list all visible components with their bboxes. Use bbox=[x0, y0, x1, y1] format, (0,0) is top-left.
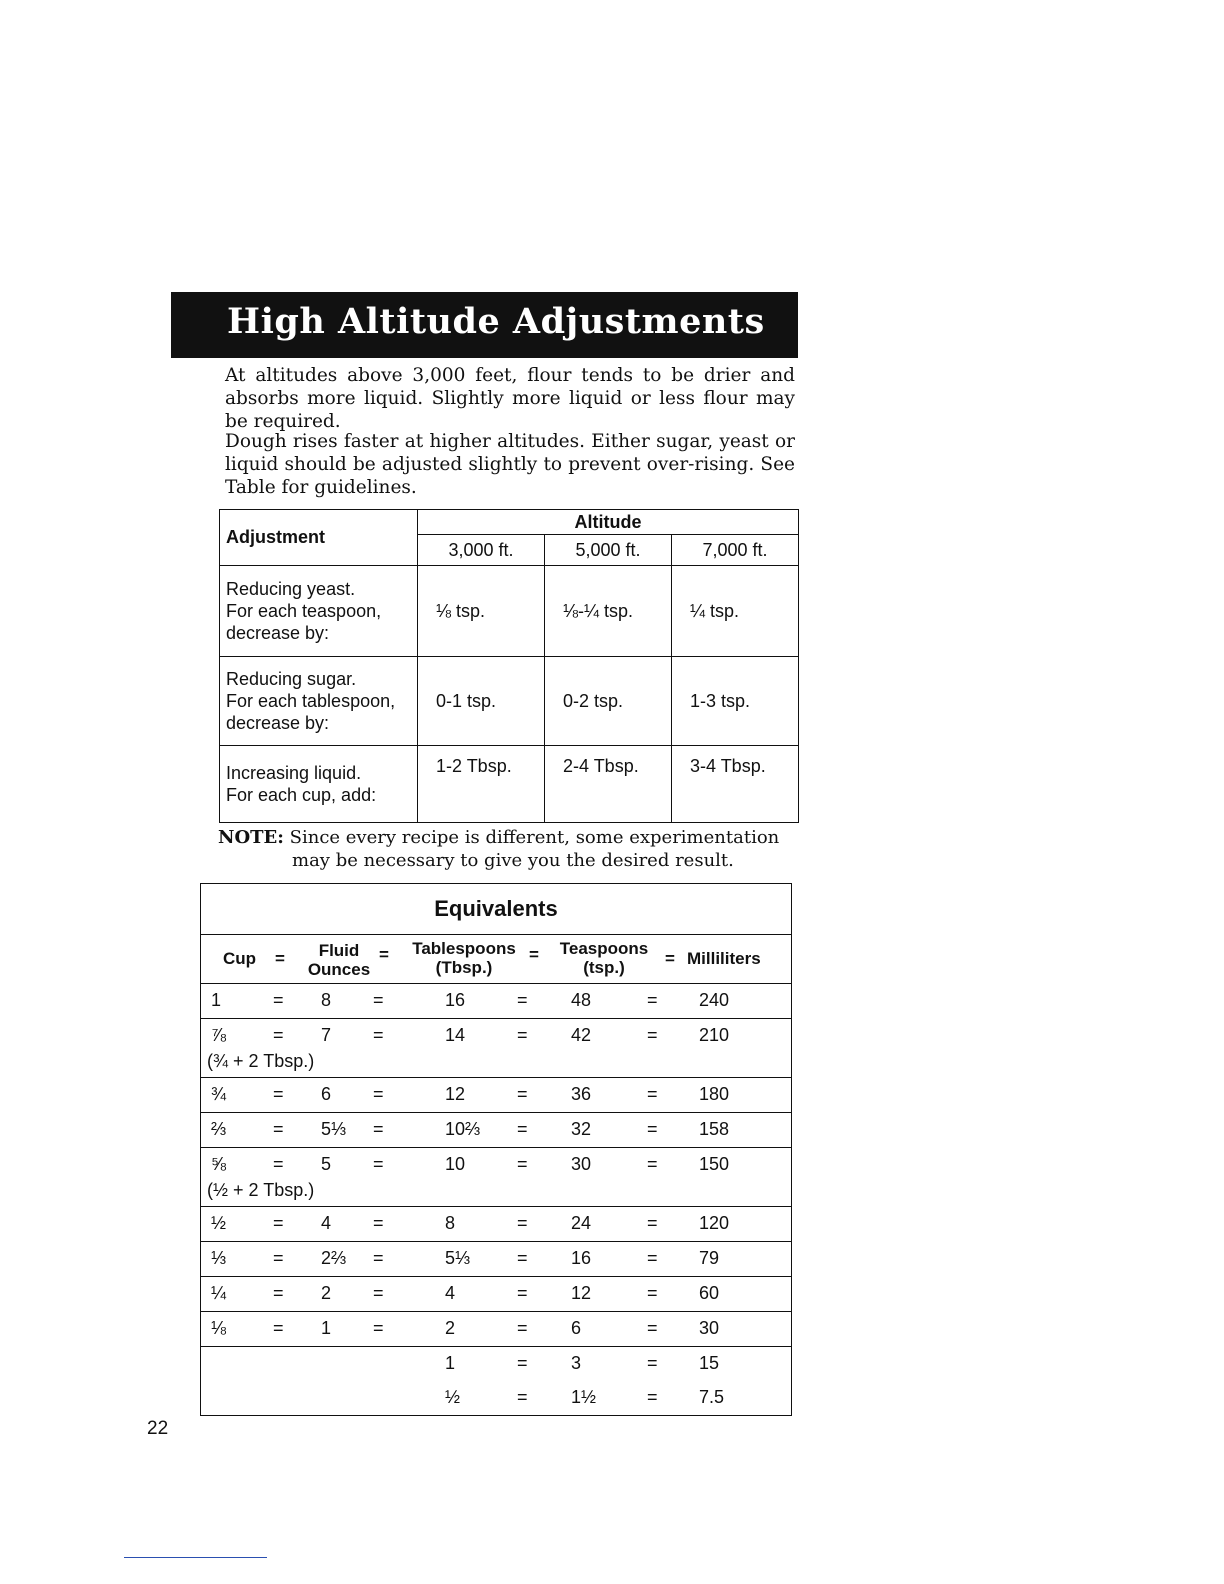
header-equals: = bbox=[275, 949, 285, 968]
table-cell: ¼ tsp. bbox=[672, 566, 799, 657]
table-row bbox=[220, 566, 799, 657]
cell-tbsp: 2 bbox=[445, 1318, 456, 1338]
cell-tbsp: 8 bbox=[445, 1213, 456, 1233]
header-altitude-7000: 7,000 ft. bbox=[672, 535, 799, 566]
cell-tbsp: ½ bbox=[445, 1387, 461, 1407]
table-row bbox=[201, 1019, 791, 1078]
table-cell: 1-2 Tbsp. bbox=[418, 746, 545, 823]
header-equals: = bbox=[665, 949, 675, 968]
cell-tbsp: 4 bbox=[445, 1283, 456, 1303]
equals-sign: = bbox=[517, 1084, 528, 1104]
equals-sign: = bbox=[517, 990, 528, 1010]
cell-ml: 210 bbox=[699, 1025, 730, 1045]
cell-cup: ¾ bbox=[211, 1084, 227, 1104]
header-tablespoons bbox=[399, 939, 529, 977]
cell-ml: 60 bbox=[699, 1283, 720, 1303]
table-cell: 2-4 Tbsp. bbox=[545, 746, 672, 823]
cell-ml: 180 bbox=[699, 1084, 730, 1104]
equals-sign: = bbox=[273, 1084, 284, 1104]
cell-cup: ⅝ bbox=[211, 1154, 227, 1174]
cell-ml: 15 bbox=[699, 1353, 720, 1373]
equals-sign: = bbox=[373, 1119, 384, 1139]
cell-cup: ⅓ bbox=[211, 1248, 227, 1268]
header-teaspoons-line: Teaspoons bbox=[559, 939, 649, 958]
row-label-line: decrease by: bbox=[226, 713, 330, 733]
cell-tsp: 6 bbox=[571, 1318, 582, 1338]
cell-oz: 4 bbox=[321, 1213, 332, 1233]
cell-oz: 5⅓ bbox=[321, 1119, 347, 1139]
header-altitude-5000: 5,000 ft. bbox=[545, 535, 672, 566]
table-row bbox=[201, 984, 791, 1019]
cell-cup: 1 bbox=[211, 990, 222, 1010]
table-cell: ⅛ tsp. bbox=[418, 566, 545, 657]
equals-sign: = bbox=[647, 1318, 658, 1338]
cell-ml: 150 bbox=[699, 1154, 730, 1174]
equals-sign: = bbox=[647, 990, 658, 1010]
table-row bbox=[201, 1242, 791, 1277]
table-row bbox=[201, 1312, 791, 1347]
cell-ml: 158 bbox=[699, 1119, 730, 1139]
cell-tsp: 1½ bbox=[571, 1387, 597, 1407]
header-equals: = bbox=[379, 945, 389, 964]
cell-tbsp: 10⅔ bbox=[445, 1119, 481, 1139]
row-label-sugar bbox=[220, 657, 418, 746]
table-row bbox=[201, 1078, 791, 1113]
header-tbsp-line: (Tbsp.) bbox=[435, 958, 493, 977]
cell-tsp: 3 bbox=[571, 1353, 582, 1373]
note-label: NOTE: bbox=[218, 827, 284, 848]
equals-sign: = bbox=[517, 1248, 528, 1268]
row-label-line: For each tablespoon, bbox=[226, 691, 396, 711]
equivalents-header bbox=[201, 935, 791, 984]
equals-sign: = bbox=[647, 1353, 658, 1373]
equals-sign: = bbox=[517, 1283, 528, 1303]
table-cell: 3-4 Tbsp. bbox=[672, 746, 799, 823]
cell-cup: ½ bbox=[211, 1213, 227, 1233]
equivalents-table bbox=[200, 883, 792, 1416]
cell-oz: 8 bbox=[321, 990, 332, 1010]
cell-tsp: 16 bbox=[571, 1248, 592, 1268]
header-teaspoons bbox=[549, 939, 659, 977]
header-equals: = bbox=[529, 945, 539, 964]
equals-sign: = bbox=[647, 1154, 658, 1174]
header-adjustment: Adjustment bbox=[220, 510, 418, 566]
equals-sign: = bbox=[647, 1248, 658, 1268]
note-line-2: may be necessary to give you the desired result. bbox=[292, 850, 734, 871]
cell-oz: 5 bbox=[321, 1154, 332, 1174]
cell-ml: 7.5 bbox=[699, 1387, 725, 1407]
equals-sign: = bbox=[273, 1248, 284, 1268]
equals-sign: = bbox=[373, 1154, 384, 1174]
page-title: High Altitude Adjustments bbox=[227, 301, 765, 342]
equals-sign: = bbox=[373, 990, 384, 1010]
intro-paragraph-1: At altitudes above 3,000 feet, flour tends to be drier and absorbs more liquid. Slightly more liquid or less flour may be required. bbox=[225, 365, 795, 432]
row-label-line: Reducing sugar. bbox=[226, 669, 357, 689]
equals-sign: = bbox=[647, 1119, 658, 1139]
equals-sign: = bbox=[517, 1154, 528, 1174]
equals-sign: = bbox=[517, 1119, 528, 1139]
table-row bbox=[201, 1148, 791, 1207]
cell-oz: 2 bbox=[321, 1283, 332, 1303]
table-row bbox=[201, 1277, 791, 1312]
equals-sign: = bbox=[373, 1084, 384, 1104]
row-label-line: Increasing liquid. bbox=[226, 763, 362, 783]
cell-tsp: 30 bbox=[571, 1154, 592, 1174]
cell-oz: 7 bbox=[321, 1025, 332, 1045]
equals-sign: = bbox=[517, 1387, 528, 1407]
row-label-liquid bbox=[220, 746, 418, 823]
equals-sign: = bbox=[273, 1154, 284, 1174]
equals-sign: = bbox=[373, 1025, 384, 1045]
cell-substitution: (½ + 2 Tbsp.) bbox=[207, 1180, 315, 1200]
cell-cup: ⅞ bbox=[211, 1025, 227, 1045]
table-row bbox=[201, 1113, 791, 1148]
cell-tsp: 12 bbox=[571, 1283, 592, 1303]
header-fluid-line: Fluid bbox=[318, 941, 360, 960]
equals-sign: = bbox=[647, 1025, 658, 1045]
cell-tsp: 42 bbox=[571, 1025, 592, 1045]
equals-sign: = bbox=[517, 1353, 528, 1373]
cell-ml: 120 bbox=[699, 1213, 730, 1233]
equals-sign: = bbox=[647, 1283, 658, 1303]
cell-tsp: 24 bbox=[571, 1213, 592, 1233]
row-label-line: For each teaspoon, bbox=[226, 601, 382, 621]
equals-sign: = bbox=[373, 1248, 384, 1268]
header-cup: Cup bbox=[223, 949, 257, 968]
table-cell: 0-2 tsp. bbox=[545, 657, 672, 746]
equals-sign: = bbox=[273, 1119, 284, 1139]
equals-sign: = bbox=[373, 1283, 384, 1303]
row-label-line: decrease by: bbox=[226, 623, 330, 643]
equals-sign: = bbox=[273, 1025, 284, 1045]
cell-tbsp: 10 bbox=[445, 1154, 466, 1174]
header-ounces-line: Ounces bbox=[307, 960, 371, 979]
cell-cup: ¼ bbox=[211, 1283, 227, 1303]
cell-tsp: 32 bbox=[571, 1119, 592, 1139]
cell-cup: ⅛ bbox=[211, 1318, 227, 1338]
equals-sign: = bbox=[647, 1213, 658, 1233]
table-cell: 1-3 tsp. bbox=[672, 657, 799, 746]
cell-tbsp: 16 bbox=[445, 990, 466, 1010]
cell-tsp: 36 bbox=[571, 1084, 592, 1104]
cell-tbsp: 12 bbox=[445, 1084, 466, 1104]
header-tsp-line: (tsp.) bbox=[583, 958, 625, 977]
header-altitude-3000: 3,000 ft. bbox=[418, 535, 545, 566]
cell-oz: 1 bbox=[321, 1318, 332, 1338]
cell-tbsp: 14 bbox=[445, 1025, 466, 1045]
table-cell: 0-1 tsp. bbox=[418, 657, 545, 746]
cell-substitution: (¾ + 2 Tbsp.) bbox=[207, 1051, 315, 1071]
cell-ml: 30 bbox=[699, 1318, 720, 1338]
table-cell: ⅛-¼ tsp. bbox=[545, 566, 672, 657]
table-row bbox=[201, 1347, 791, 1415]
note bbox=[218, 826, 792, 872]
equals-sign: = bbox=[647, 1387, 658, 1407]
equivalents-title: Equivalents bbox=[201, 884, 791, 935]
cell-ml: 79 bbox=[699, 1248, 720, 1268]
cell-ml: 240 bbox=[699, 990, 730, 1010]
cell-oz: 2⅔ bbox=[321, 1248, 347, 1268]
equals-sign: = bbox=[273, 1283, 284, 1303]
row-label-line: For each cup, add: bbox=[226, 785, 377, 805]
equals-sign: = bbox=[273, 1318, 284, 1338]
equals-sign: = bbox=[517, 1213, 528, 1233]
equivalents-rows bbox=[201, 984, 791, 1415]
footer-rule bbox=[124, 1557, 267, 1558]
equals-sign: = bbox=[517, 1025, 528, 1045]
equals-sign: = bbox=[647, 1084, 658, 1104]
altitude-adjustment-table bbox=[219, 509, 799, 823]
header-tablespoons-line: Tablespoons bbox=[412, 939, 516, 958]
page-number: 22 bbox=[147, 1418, 169, 1439]
equals-sign: = bbox=[517, 1318, 528, 1338]
table-row bbox=[220, 657, 799, 746]
equals-sign: = bbox=[373, 1213, 384, 1233]
equals-sign: = bbox=[273, 1213, 284, 1233]
row-label-line: Reducing yeast. bbox=[226, 579, 356, 599]
note-line-1: Since every recipe is different, some experimentation bbox=[289, 827, 780, 848]
intro-paragraph-2: Dough rises faster at higher altitudes. Either sugar, yeast or liquid should be adjusted slightly to prevent over-rising. See Table for guidelines. bbox=[225, 431, 795, 498]
row-label-yeast bbox=[220, 566, 418, 657]
equals-sign: = bbox=[273, 990, 284, 1010]
cell-tsp: 48 bbox=[571, 990, 592, 1010]
table-row bbox=[201, 1207, 791, 1242]
header-milliliters: Milliliters bbox=[687, 949, 761, 968]
cell-oz: 6 bbox=[321, 1084, 332, 1104]
header-fluid-ounces bbox=[305, 941, 373, 979]
cell-tbsp: 1 bbox=[445, 1353, 456, 1373]
equals-sign: = bbox=[373, 1318, 384, 1338]
title-banner bbox=[171, 292, 798, 358]
cell-tbsp: 5⅓ bbox=[445, 1248, 471, 1268]
cell-cup: ⅔ bbox=[211, 1119, 227, 1139]
table-row bbox=[220, 746, 799, 823]
header-altitude: Altitude bbox=[418, 510, 799, 535]
